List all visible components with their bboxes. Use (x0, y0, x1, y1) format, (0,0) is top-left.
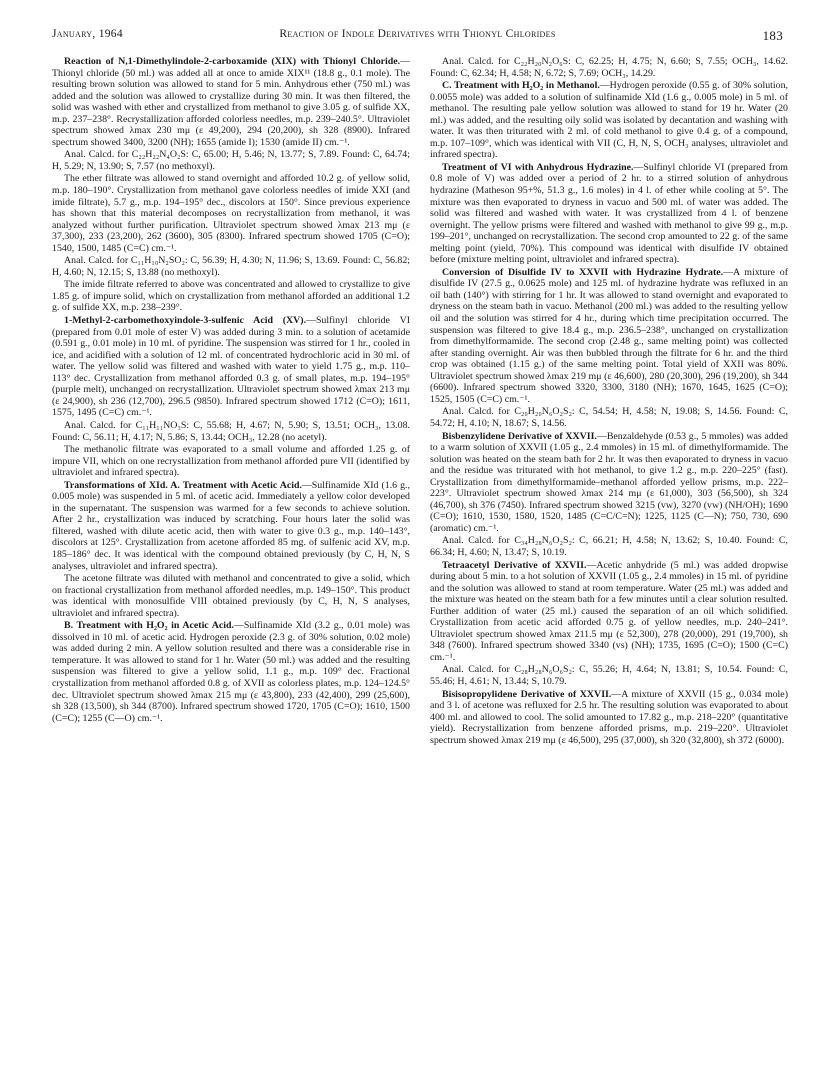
paragraph (52, 420, 410, 443)
right-column (430, 56, 788, 1056)
paragraph (430, 162, 788, 266)
paragraph-text: The imide filtrate referred to above was concentrated and allowed to crystallize to give 1.85 g. of impure solid, which on crystallization from methanol afforded an additional 1.2 g. of sulfide XX, m.p. 238–239°. (52, 279, 410, 314)
header-date: January, 1964 (52, 28, 123, 40)
paragraph (430, 560, 788, 664)
paragraph (430, 535, 788, 558)
paragraph-text: Anal. Calcd. for C₃₄H₂₈N₆O₂S₂: C, 66.21; H, 4.58; N, 13.62; S, 10.40. Found: C, 66.34; H, 4.60; N, 13.47; S, 10.19. (430, 535, 788, 558)
paragraph (430, 664, 788, 687)
section-heading: 1-Methyl-2-carbomethoxyindole-3-sulfenic Acid (XV). (64, 315, 307, 327)
paragraph (430, 267, 788, 406)
paragraph-text: Anal. Calcd. for C₂₈H₂₈N₆O₆S₂: C, 55.26; H, 4.64; N, 13.81; S, 10.54. Found: C, 55.46; H, 4.61; N, 13.44; S, 10.79. (430, 664, 788, 687)
paragraph (52, 255, 410, 278)
section-heading: C. Treatment with H₂O₂ in Methanol. (442, 80, 600, 92)
paragraph-text: —Sulfinyl chloride VI (prepared from 0.01 mole of ester V) was added during 3 min. to a solution of acetamide (0.591 g., 0.01 mole) in 10 ml. of pyridine. The suspension was stirred for 1 hr., cooled in ice, and acidified with a solution of 12 ml. of concentrated hydrochloric acid in 30 ml. of water. The yellow solid was filtered and washed with water to yield 1.75 g., m.p. 110–113° dec. Crystallization from methanol afforded 0.3 g. of small plates, m.p. 194–195° (purple melt), unchanged on recrystallization. Ultraviolet spectrum showed λmax 213 mμ (ε 24,900), sh 236 (12,700), 296.5 (9850). Infrared spectrum showed 1712 (C=O); 1611, 1575, 1495 (C=C) cm.⁻¹. (52, 315, 410, 419)
left-column (52, 56, 410, 1056)
page-number: 183 (762, 28, 783, 43)
running-header (52, 28, 783, 44)
paragraph (52, 620, 410, 724)
section-heading: Tetraacetyl Derivative of XXVII. (442, 559, 587, 571)
paragraph (430, 431, 788, 535)
paragraph-text: —Hydrogen peroxide (0.55 g. of 30% solution, 0.0055 mole) was added to a solution of sulfinamide XId (1.6 g., 0.005 mole) in 5 ml. of methanol. The resulting pale yellow solution was allowed to stand for 19 hr. Water (20 ml.) was added, and the resulting oily solid was isolated by decantation and washing with water. It was then triturated with 2 ml. of cold methanol to give 0.4 g. of a compound, m.p. 107–109°, which was identical with VII (C, H, N, S, OCH₃ analyses, ultraviolet and infrared spectra). (430, 80, 788, 161)
two-column-body (52, 56, 788, 1056)
paragraph (52, 315, 410, 419)
paragraph (52, 149, 410, 172)
paragraph-text: The acetone filtrate was diluted with methanol and concentrated to give a solid, which on fractional crystallization from methanol afforded needles, m.p. 149–150°. This product was identical with monosulfide VIII obtained previously (by C, H, N, S analyses, ultraviolet and infrared spectra). (52, 573, 410, 619)
section-heading: Bisbenzylidene Derivative of XXVII. (442, 430, 597, 442)
section-heading: Conversion of Disulfide IV to XXVII with Hydrazine Hydrate. (442, 266, 724, 278)
section-heading: Treatment of VI with Anhydrous Hydrazine. (442, 161, 634, 173)
paragraph (52, 56, 410, 148)
paragraph-text: Anal. Calcd. for C₁₁H₁₁NO₃S: C, 55.68; H, 4.67; N, 5.90; S, 13.51; OCH₃, 13.08. Found: C, 56.11; H, 4.17; N, 5.86; S, 13.44; OCH₃, 12.28 (no acetyl). (52, 419, 410, 443)
paragraph-text: —Sulfinamide XId (1.6 g., 0.005 mole) was suspended in 5 ml. of acetic acid. Immediately a yellow color developed in the supernatant. The suspension was warmed for a few seconds to achieve solution. After 2 hr., crystallization was induced by scratching. Four hours later the solid was filtered, washed with dilute acetic acid, then with water to give 0.3 g., m.p. 140–143°, discolors at 125°. Crystallization from acetone afforded 85 mg. of sulfenic acid XV, m.p. 185–186° dec. It was identical with the compound obtained previously (by C, H, N, S analyses, ultraviolet and infrared spectra). (52, 479, 410, 572)
paragraph-text: —Benzaldehyde (0.53 g., 5 mmoles) was added to a warm solution of XXVII (1.05 g., 2.4 mmoles) in 15 ml. of dimethylformamide. The solution was heated on the steam bath for 2 hr. It was then evaporated to dryness in vacuo and the residue was triturated with hot methanol, to give 1.2 g., m.p. 220–225° (fast). Crystallization from dimethylformamide–methanol afforded yellow prisms, m.p. 222–223°. Ultraviolet spectrum showed λmax 214 mμ (ε 61,000), 303 (56,500), sh 324 (46,700), sh 376 (7450). Infrared spectrum showed 3215 (vw), 3270 (vw) (NH/OH); 1690 (C=O); 1610, 1530, 1580, 1520, 1485 (C=C/C=N); 1225, 1125 (C—N); 750, 730, 690 (aromatic) cm.⁻¹. (430, 430, 788, 534)
paragraph-text: —Thionyl chloride (50 ml.) was added all at once to amide XIX¹¹ (18.8 g., 0.1 mole). The resulting brown solution was allowed to stand for 5 min. Anhydrous ether (750 ml.) was added and the solution was allowed to crystallize during 30 min. It was then filtered, the solid was washed with ether and crystallized from methanol to give 3.05 g. of sulfide XX, m.p. 237–238°. Recrystallization afforded colorless needles, m.p. 239–240.5°. Ultraviolet spectrum showed λmax 230 mμ (ε 49,200), 294 (20,200), sh 328 (8900). Infrared spectrum showed 3400, 3200 (NH); 1655 (amide I); 1530 (amide II) cm.⁻¹. (52, 56, 410, 148)
paragraph-text: Anal. Calcd. for C₂₂H₂₀N₂O₆S: C, 62.25; H, 4.75; N, 6.60; S, 7.55; OCH₃, 14.62. Found: C, 62.34; H, 4.58; N, 6.72; S, 7.69; OCH₃, 14.29. (430, 56, 788, 79)
paragraph (430, 80, 788, 161)
section-heading: Reaction of N,1-Dimethylindole-2-carboxamide (XIX) with Thionyl Chloride. (64, 56, 401, 67)
paragraph (52, 444, 410, 479)
paragraph-text: —Sulfinyl chloride VI (prepared from 0.8 mole of V) was added over a period of 2 hr. to a stirred solution of anhydrous hydrazine (Matheson 95+%, 51.3 g., 1.6 moles) in 4 l. of ether while cooling at 5°. The mixture was then evaporated to dryness in vacuo and 500 ml. of water was added. The solid was filtered and washed with water. It was crystallized from 4 l. of benzene overnight. The yellow prisms were filtered and washed with methanol to give 99 g., m.p. 199–201°, unchanged on recrystallization. The second crop amounted to 22 g. of the same melting point (yield, 70%). This compound was identical with disulfide IV obtained before (mixture melting point, ultraviolet and infrared spectra). (430, 161, 788, 266)
paragraph (430, 689, 788, 747)
paragraph-text: Anal. Calcd. for C₂₀H₂₀N₆O₂S₂: C, 54.54; H, 4.58; N, 19.08; S, 14.56. Found: C, 54.72; H, 4.10; N, 18.67; S, 14.56. (430, 406, 788, 429)
paragraph-text: Anal. Calcd. for C₁₁H₁₀N₂SO₂: C, 56.39; H, 4.30; N, 11.96; S, 13.69. Found: C, 56.82; H, 4.60; N, 12.15; S, 13.88 (no methoxyl). (52, 255, 410, 278)
paragraph (430, 56, 788, 79)
paragraph (52, 173, 410, 254)
paragraph-text: —Sulfinamide XId (3.2 g., 0.01 mole) was dissolved in 10 ml. of acetic acid. Hydrogen peroxide (2.3 g. of 30% solution, 0.02 mole) was added during 2 min. A yellow solution resulted and there was a considerable rise in temperature. It was allowed to stand for 1 hr. Water (50 ml.) was added and the resulting suspension was filtered to give a yellow solid, 1.1 g., m.p. 109° dec. Fractional crystallization from methanol afforded 0.8 g. of XVII as colorless plates, m.p. 124–124.5° dec. Ultraviolet spectrum showed λmax 215 mμ (ε 43,800), 233 (42,400), 299 (25,600), sh 328 (13,500), sh 344 (8700). Infrared spectrum showed 1720, 1705 (C=O); 1610, 1500 (C=C); 1255 (C—O) cm.⁻¹. (52, 620, 410, 724)
paragraph-text: The ether filtrate was allowed to stand overnight and afforded 10.2 g. of yellow solid, m.p. 180–190°. Crystallization from methanol gave colorless needles of imide XXI (and imide filtrate), 5.7 g., m.p. 194–195° dec., discolors at 150°. Since previous experience has shown that this material decomposes on recrystallization from methanol, it was analyzed without further purification. Ultraviolet spectrum showed λmax 213 mμ (ε 37,300), 233 (23,200), 262 (3600), 305 (8300). Infrared spectrum showed 1705 (C=O); 1540, 1500, 1485 (C=C) cm.⁻¹. (52, 173, 410, 254)
paragraph-text: The methanolic filtrate was evaporated to a small volume and afforded 1.25 g. of impure VII, which on one recrystallization from methanol afforded pure VII (identified by ultraviolet and infrared spectra). (52, 444, 410, 479)
paragraph-text: —Acetic anhydride (5 ml.) was added dropwise during about 5 min. to a hot solution of XXVII (1.05 g., 2.4 mmoles) in 15 ml. of pyridine and the solution was allowed to stand at room temperature. Water (25 ml.) was added and the mixture was heated on the steam bath for a few minutes until a clear solution resulted. Further addition of water (25 ml.) caused the separation of an oil which solidified. Crystallization from acetic acid afforded 0.75 g. of yellow needles, m.p. 240–241°. Ultraviolet spectrum showed λmax 211.5 mμ (ε 52,300), 278 (20,000), 291 (19,700), sh 348 (7600). Infrared spectrum showed 3340 (vs) (NH); 1735, 1695 (C=O); 1500 (C=C) cm.⁻¹. (430, 559, 788, 663)
paragraph-text: —A mixture of XXVII (15 g., 0.034 mole) and 3 l. of acetone was refluxed for 2.5 hr. The resulting solution was evaporated to about 400 ml. and allowed to cool. The solid amounted to 17.82 g., m.p. 218–220° (quantitative yield). Recrystallization from benzene afforded prisms, m.p. 219–220°. Ultraviolet spectrum showed λmax 219 mμ (ε 46,500), 295 (37,000), sh 320 (32,800), sh 372 (6000). (430, 688, 788, 746)
header-title: Reaction of Indole Derivatives with Thionyl Chlorides (279, 28, 556, 40)
paragraph (52, 279, 410, 314)
paragraph-text: —A mixture of disulfide IV (27.5 g., 0.0625 mole) and 125 ml. of hydrazine hydrate was refluxed in an oil bath (140°) with stirring for 1 hr. It was allowed to stand overnight and evaporated to dryness on the steam bath in vacuo. Methanol (200 ml.) was added to the resulting yellow oil and the solution was stirred for 4 hr., during which time precipitation occurred. The suspension was filtered to give 18.4 g., m.p. 236.5–238°, unchanged on crystallization from dimethylformamide. The second crop (2.48 g., same melting point) was collected after standing overnight. Air was then bubbled through the filtrate for 6 hr. and the third crop was obtained (1.15 g.) of the same melting point. Total yield of XXII was 80%. Ultraviolet spectrum showed λmax 219 mμ (ε 46,600), 280 (20,300), 296 (19,200), sh 344 (6600). Infrared spectrum showed 3320, 3300, 3180 (NH); 1670, 1645, 1625 (C=O); 1525, 1505 (C=C) cm.⁻¹. (430, 266, 788, 405)
paragraph (430, 406, 788, 429)
paragraph (52, 573, 410, 619)
section-heading: Transformations of XId. A. Treatment with Acetic Acid. (64, 479, 302, 491)
section-heading: Bisisopropylidene Derivative of XXVII. (442, 688, 612, 700)
paragraph-text: Anal. Calcd. for C₂₂H₂₂N₄O₂S: C, 65.00; H, 5.46; N, 13.77; S, 7.89. Found: C, 64.74; H, 5.29; N, 13.90; S, 7.57 (no methoxyl). (52, 149, 410, 172)
section-heading: B. Treatment with H₂O₂ in Acetic Acid. (64, 620, 234, 632)
paragraph (52, 480, 410, 572)
